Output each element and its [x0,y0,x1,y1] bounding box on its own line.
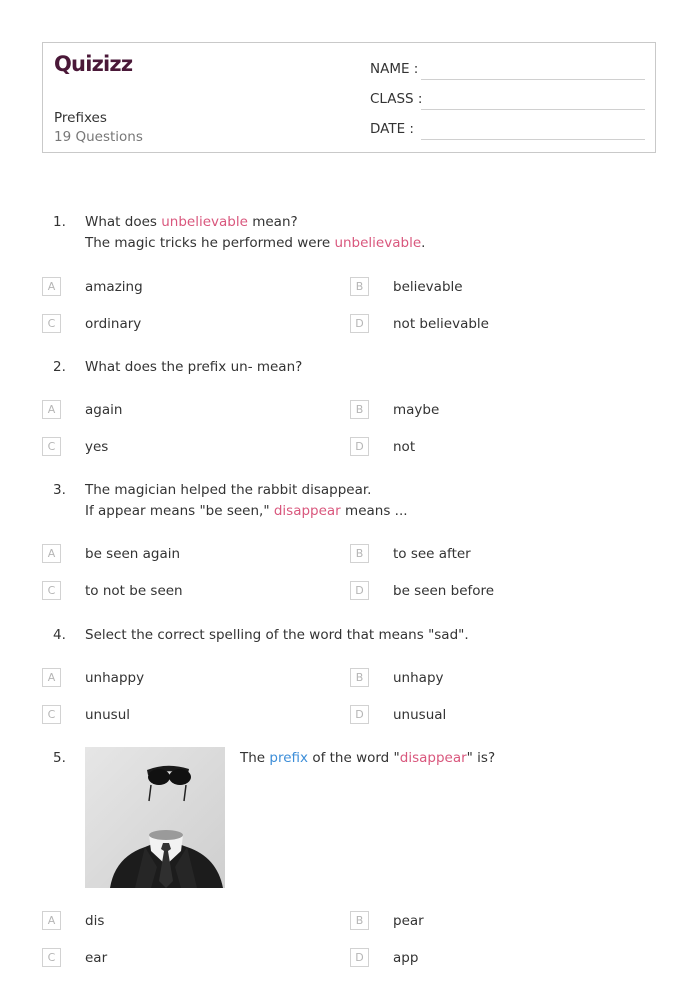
option-letter-c[interactable]: C [42,948,61,967]
option-letter-b[interactable]: B [350,277,369,296]
option-text: unusul [85,707,131,723]
question-number: 4. [53,627,66,643]
question-text: The magician helped the rabbit disappear. [85,482,372,498]
date-field[interactable] [421,139,645,140]
option-text: ordinary [85,316,142,332]
question-number: 3. [53,482,66,498]
class-field[interactable] [421,109,645,110]
option-letter-a[interactable]: A [42,400,61,419]
option-letter-a[interactable]: A [42,668,61,687]
option-text: believable [393,279,463,295]
option-letter-b[interactable]: B [350,400,369,419]
option-text: unhappy [85,670,145,686]
option-letter-b[interactable]: B [350,544,369,563]
question-number: 5. [53,750,66,766]
option-text: maybe [393,402,440,418]
option-letter-c[interactable]: C [42,581,61,600]
question-number: 1. [53,214,66,230]
option-text: amazing [85,279,143,295]
option-text: yes [85,439,109,455]
option-text: again [85,402,123,418]
option-text: be seen again [85,546,181,562]
option-text: unhapy [393,670,444,686]
question-text: What does the prefix un- mean? [85,359,303,375]
question-number: 2. [53,359,66,375]
question-context: If appear means "be seen," disappear means ... [85,503,408,519]
option-letter-a[interactable]: A [42,911,61,930]
option-text: to not be seen [85,583,183,599]
option-text: not believable [393,316,489,332]
quizizz-logo: Quizizz [54,52,133,76]
date-label: DATE : [370,121,414,137]
option-text: not [393,439,416,455]
option-text: unusual [393,707,447,723]
option-letter-d[interactable]: D [350,314,369,333]
class-label: CLASS : [370,91,423,107]
option-letter-d[interactable]: D [350,705,369,724]
option-text: be seen before [393,583,495,599]
question-count: 19 Questions [54,129,143,145]
option-text: app [393,950,419,966]
question-text: The prefix of the word "disappear" is? [240,750,496,766]
name-label: NAME : [370,61,419,77]
option-letter-c[interactable]: C [42,705,61,724]
option-text: pear [393,913,424,929]
option-text: to see after [393,546,471,562]
option-letter-b[interactable]: B [350,668,369,687]
option-letter-a[interactable]: A [42,544,61,563]
option-letter-b[interactable]: B [350,911,369,930]
question-image [85,747,225,888]
option-letter-c[interactable]: C [42,437,61,456]
question-text: What does unbelievable mean? [85,214,298,230]
option-letter-a[interactable]: A [42,277,61,296]
option-text: ear [85,950,108,966]
question-text: Select the correct spelling of the word that means "sad". [85,627,469,643]
option-letter-d[interactable]: D [350,581,369,600]
option-text: dis [85,913,105,929]
question-context: The magic tricks he performed were unbelievable. [85,235,426,251]
option-letter-c[interactable]: C [42,314,61,333]
worksheet-title: Prefixes [54,110,107,126]
worksheet-header [42,42,656,153]
option-letter-d[interactable]: D [350,948,369,967]
option-letter-d[interactable]: D [350,437,369,456]
invisible-man-illustration [85,747,225,888]
name-field[interactable] [421,79,645,80]
